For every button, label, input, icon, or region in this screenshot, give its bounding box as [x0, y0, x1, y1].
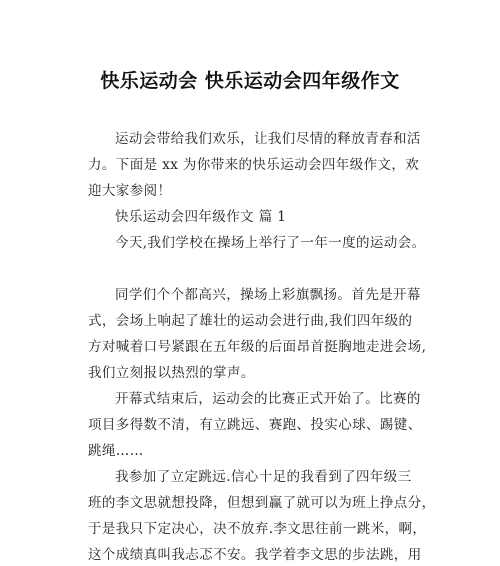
paragraph-3: [88, 386, 428, 464]
subheading: [88, 204, 428, 230]
paragraph-line: 于是我只下定决心，决不放弃.李文思往前一跳米，啊，: [88, 521, 427, 537]
paragraph-line: 我们立刻报以热烈的掌声。: [88, 365, 255, 381]
document-title: 快乐运动会 快乐运动会四年级作文: [100, 70, 400, 92]
intro-line: 力。下面是 xx 为你带来的快乐运动会四年级作文，欢: [88, 157, 420, 173]
intro-line: 运动会带给我们欢乐，让我们尽情的释放青春和活: [115, 131, 421, 147]
paragraph-line: 今天,我们学校在操场上举行了一年一度的运动会。: [115, 235, 426, 251]
intro-paragraph: [88, 126, 428, 204]
paragraph-1: [88, 230, 428, 256]
paragraph-line: 项目多得数不清，有立跳远、赛跑、投实心球、踢键、: [88, 417, 422, 433]
paragraph-line: 方对喊着口号紧跟在五年级的后面昂首挺胸地走进会场,: [88, 339, 427, 355]
paragraph-line: 式，会场上响起了雄壮的运动会进行曲,我们四年级的: [88, 313, 413, 329]
document-body: [88, 126, 436, 566]
paragraph-line: 开幕式结束后，运动会的比赛正式开始了。比赛的: [115, 391, 421, 407]
paragraph-line: 班的李文思就想投降，但想到赢了就可以为班上挣点分，: [88, 495, 436, 511]
paragraph-line: 跳绳……: [88, 443, 144, 459]
paragraph-line: 这个成绩真叫我忐忑不安。我学着李文思的步法跳，用: [88, 547, 422, 563]
paragraph-line: 同学们个个都高兴，操场上彩旗飘扬。首先是开幕: [115, 287, 421, 303]
paragraph-4: [88, 464, 436, 566]
paragraph-2: [88, 282, 428, 386]
paragraph-line: 我参加了立定跳远.信心十足的我看到了四年级三: [115, 469, 412, 485]
intro-line: 迎大家参阅！: [88, 183, 172, 199]
paragraph-spacer: [88, 256, 428, 282]
subheading-text: 快乐运动会四年级作文 篇 1: [115, 209, 287, 225]
